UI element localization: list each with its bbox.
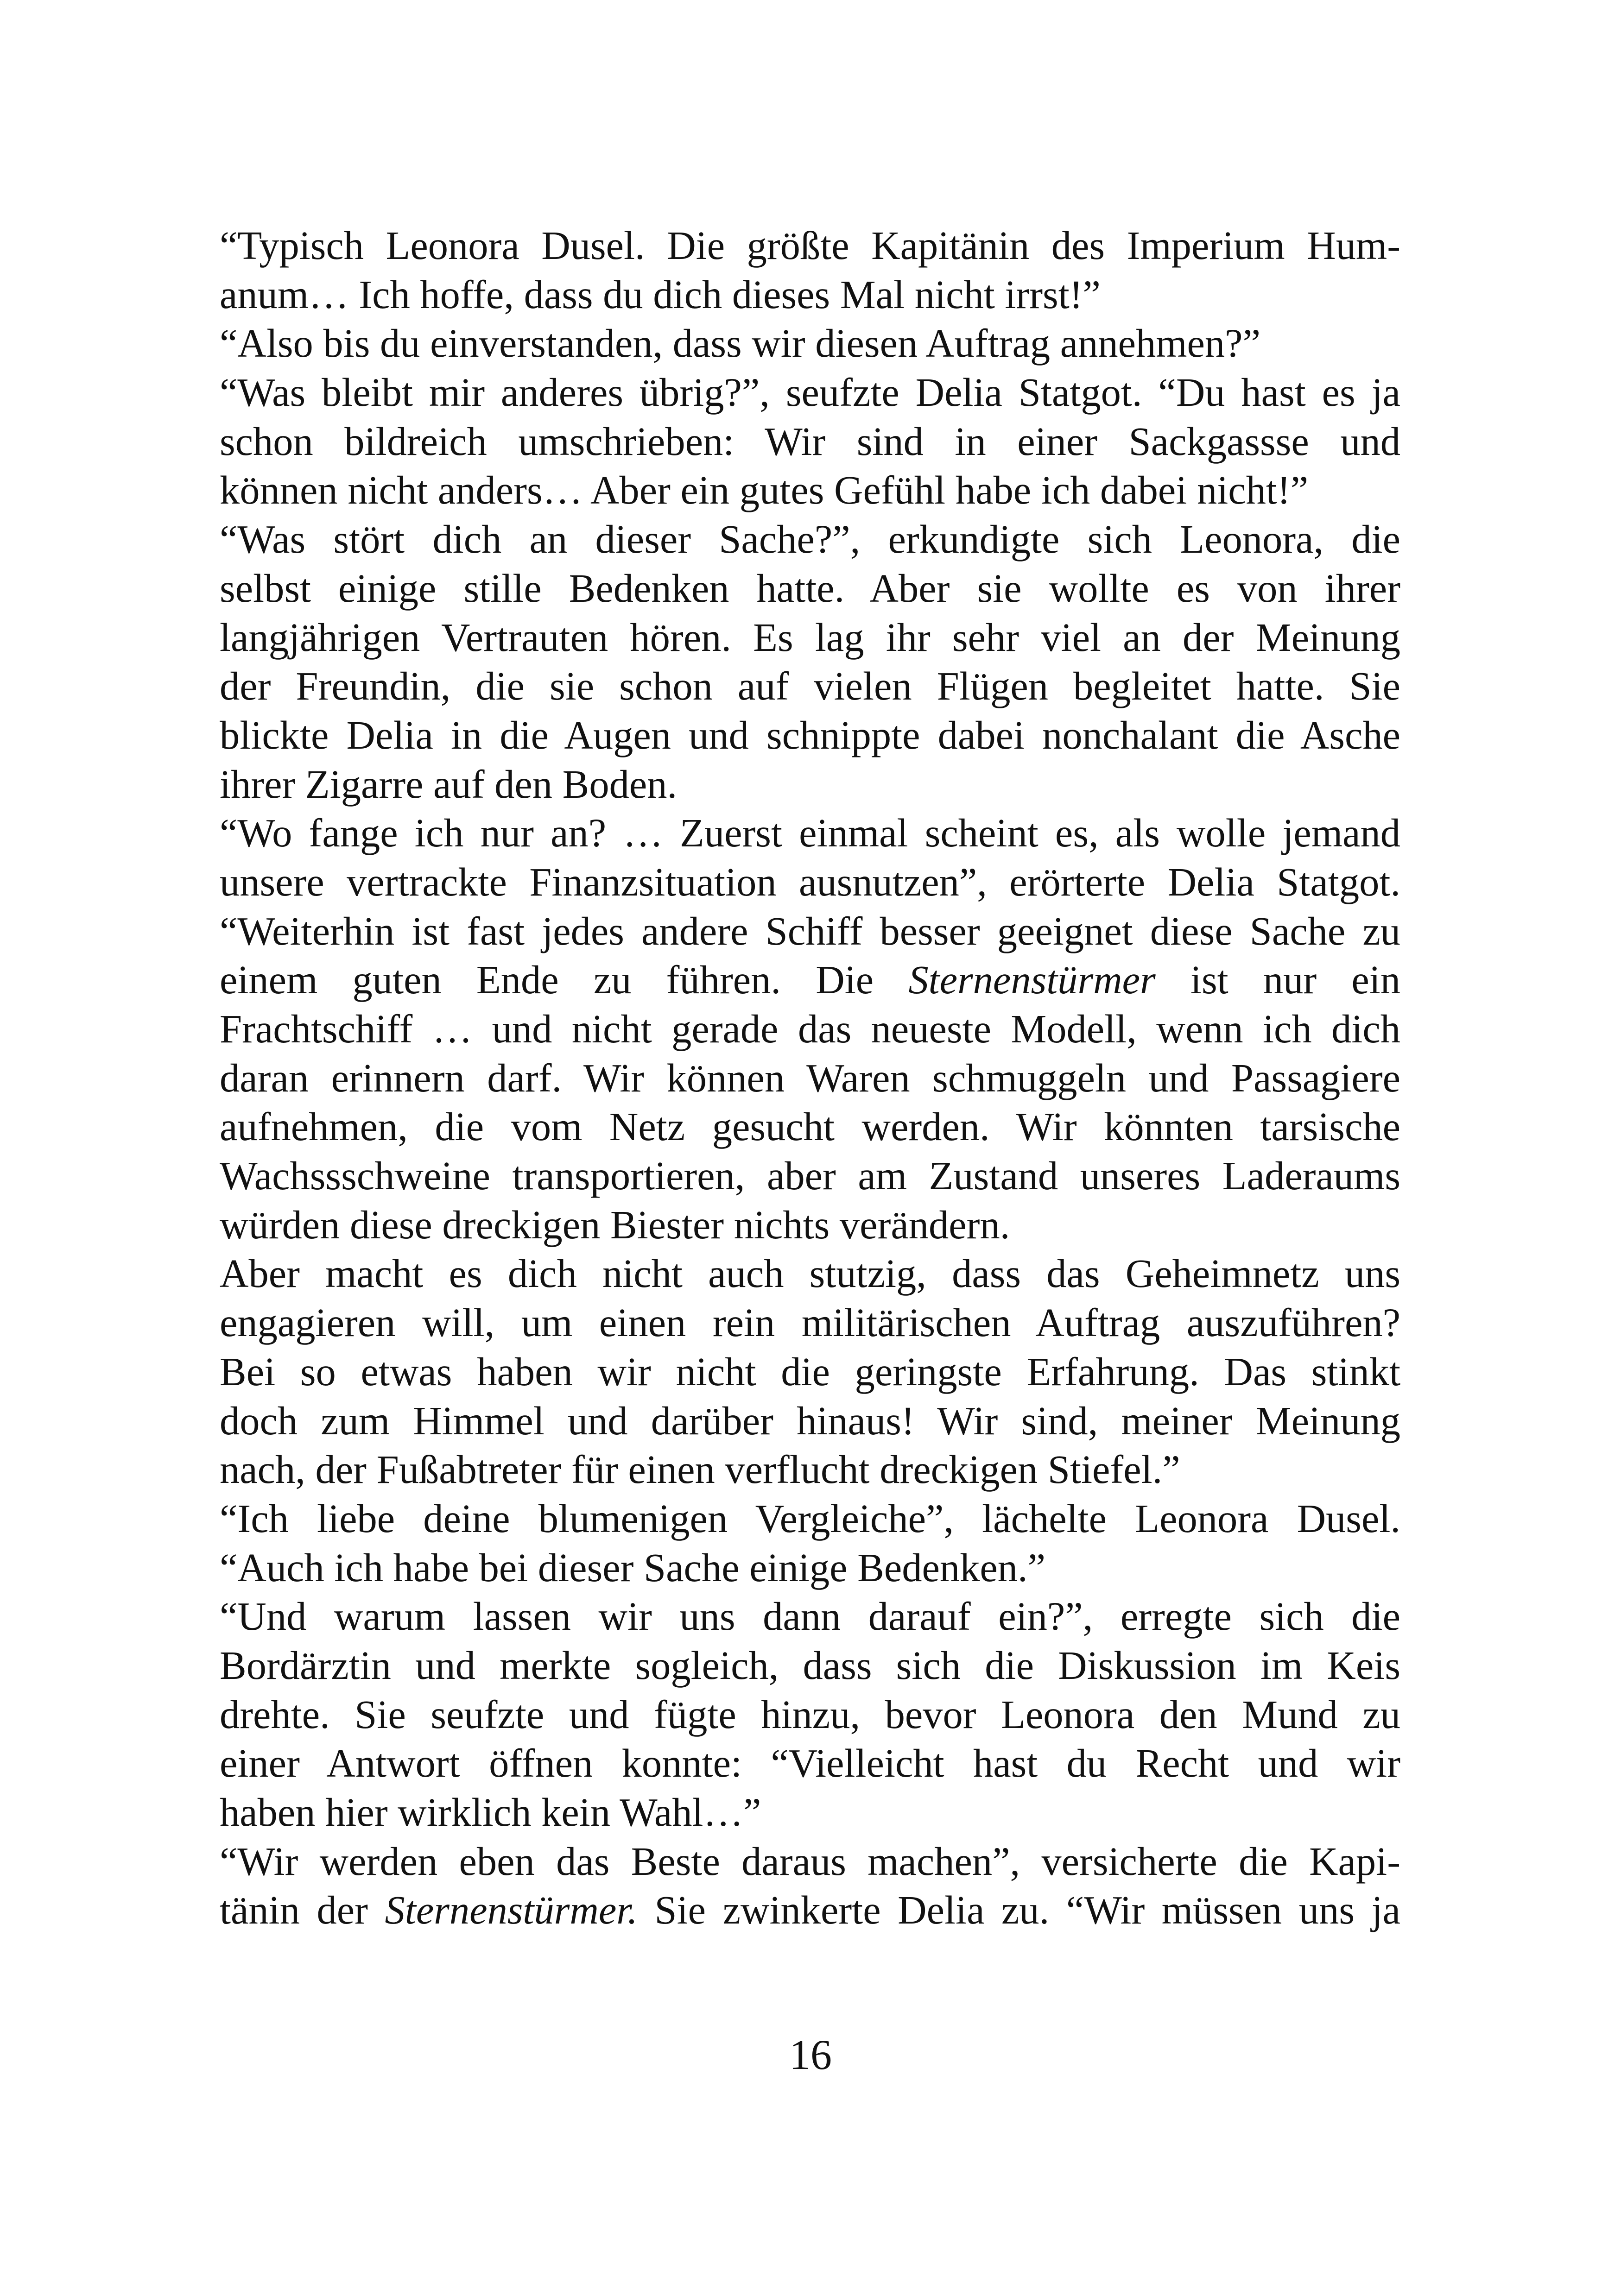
text-line: aufnehmen, die vom Netz gesucht werden. Wir könnten tarsische	[220, 1104, 1400, 1149]
text-line: Bei so etwas haben wir nicht die geringste Erfahrung. Das stinkt	[220, 1349, 1400, 1394]
text-line: selbst einige stille Bedenken hatte. Aber sie wollte es von ihrer	[220, 566, 1400, 611]
text-line: schon bildreich umschrieben: Wir sind in einer Sackgassse und	[220, 419, 1400, 464]
text-line: Bordärztin und merkte sogleich, dass sich die Diskussion im Keis	[220, 1643, 1400, 1688]
text-line: “Und warum lassen wir uns dann darauf ein?”, erregte sich die	[220, 1594, 1400, 1639]
text-line: können nicht anders… Aber ein gutes Gefühl habe ich dabei nicht!”	[220, 468, 1309, 513]
line-prefix: tänin der	[220, 1888, 368, 1933]
text-line: blickte Delia in die Augen und schnippte dabei nonchalant die Asche	[220, 713, 1400, 757]
text-line: daran erinnern darf. Wir können Waren schmuggeln und Passagiere	[220, 1055, 1400, 1100]
text-line: “Also bis du einverstanden, dass wir diesen Auftrag annehmen?”	[220, 321, 1260, 366]
text-line-with-italic	[220, 1886, 1400, 1935]
text-line: haben hier wirklich kein Wahl…”	[220, 1790, 761, 1835]
text-line: würden diese dreckigen Biester nichts verändern.	[220, 1202, 1010, 1247]
text-line: drehte. Sie seufzte und fügte hinzu, bevor Leonora den Mund zu	[220, 1692, 1400, 1737]
body-text	[220, 221, 1400, 1935]
text-line: nach, der Fußabtreter für einen verflucht dreckigen Stiefel.”	[220, 1447, 1180, 1492]
text-line: langjährigen Vertrauten hören. Es lag ihr sehr viel an der Meinung	[220, 615, 1400, 660]
text-line: “Was bleibt mir anderes übrig?”, seufzte Delia Statgot. “Du hast es ja	[220, 370, 1400, 415]
line-prefix: einem guten Ende zu führen. Die	[220, 958, 874, 1003]
ship-name-italic: Sternenstürmer.	[385, 1888, 638, 1933]
text-line: Frachtschiff … und nicht gerade das neueste Modell, wenn ich dich	[220, 1007, 1400, 1051]
text-line: einer Antwort öffnen konnte: “Vielleicht hast du Recht und wir	[220, 1741, 1400, 1786]
text-line: ihrer Zigarre auf den Boden.	[220, 762, 678, 807]
text-line: unsere vertrackte Finanzsituation ausnutzen”, erörterte Delia Statgot.	[220, 859, 1400, 904]
text-line: “Wir werden eben das Beste daraus machen”, versicherte die Kapi-	[220, 1839, 1400, 1884]
text-line: “Was stört dich an dieser Sache?”, erkundigte sich Leonora, die	[220, 517, 1400, 562]
text-line: “Ich liebe deine blumenigen Vergleiche”, lächelte Leonora Dusel.	[220, 1496, 1400, 1541]
text-line: “Typisch Leonora Dusel. Die größte Kapitänin des Imperium Hum-	[220, 223, 1400, 268]
text-line: der Freundin, die sie schon auf vielen Flügen begleitet hatte. Sie	[220, 664, 1400, 709]
text-line: “Auch ich habe bei dieser Sache einige Bedenken.”	[220, 1545, 1046, 1590]
text-line: “Wo fange ich nur an? … Zuerst einmal scheint es, als wolle jemand	[220, 811, 1400, 856]
page-number: 16	[789, 2031, 832, 2078]
line-suffix: ist nur ein	[1155, 958, 1401, 1003]
text-line-with-italic	[220, 956, 1400, 1005]
line-suffix: Sie zwinkerte Delia zu. “Wir müssen uns ja	[637, 1888, 1401, 1933]
text-line: engagieren will, um einen rein militärischen Auftrag auszuführen?	[220, 1300, 1400, 1345]
text-line: “Weiterhin ist fast jedes andere Schiff besser geeignet diese Sache zu	[220, 908, 1400, 953]
text-line: anum… Ich hoffe, dass du dich dieses Mal nicht irrst!”	[220, 272, 1101, 317]
text-line: Aber macht es dich nicht auch stutzig, dass das Geheimnetz uns	[220, 1251, 1400, 1296]
text-line: doch zum Himmel und darüber hinaus! Wir sind, meiner Meinung	[220, 1398, 1400, 1443]
text-line: Wachssschweine transportieren, aber am Zustand unseres Laderaums	[220, 1154, 1400, 1198]
ship-name-italic: Sternenstürmer	[908, 958, 1156, 1003]
